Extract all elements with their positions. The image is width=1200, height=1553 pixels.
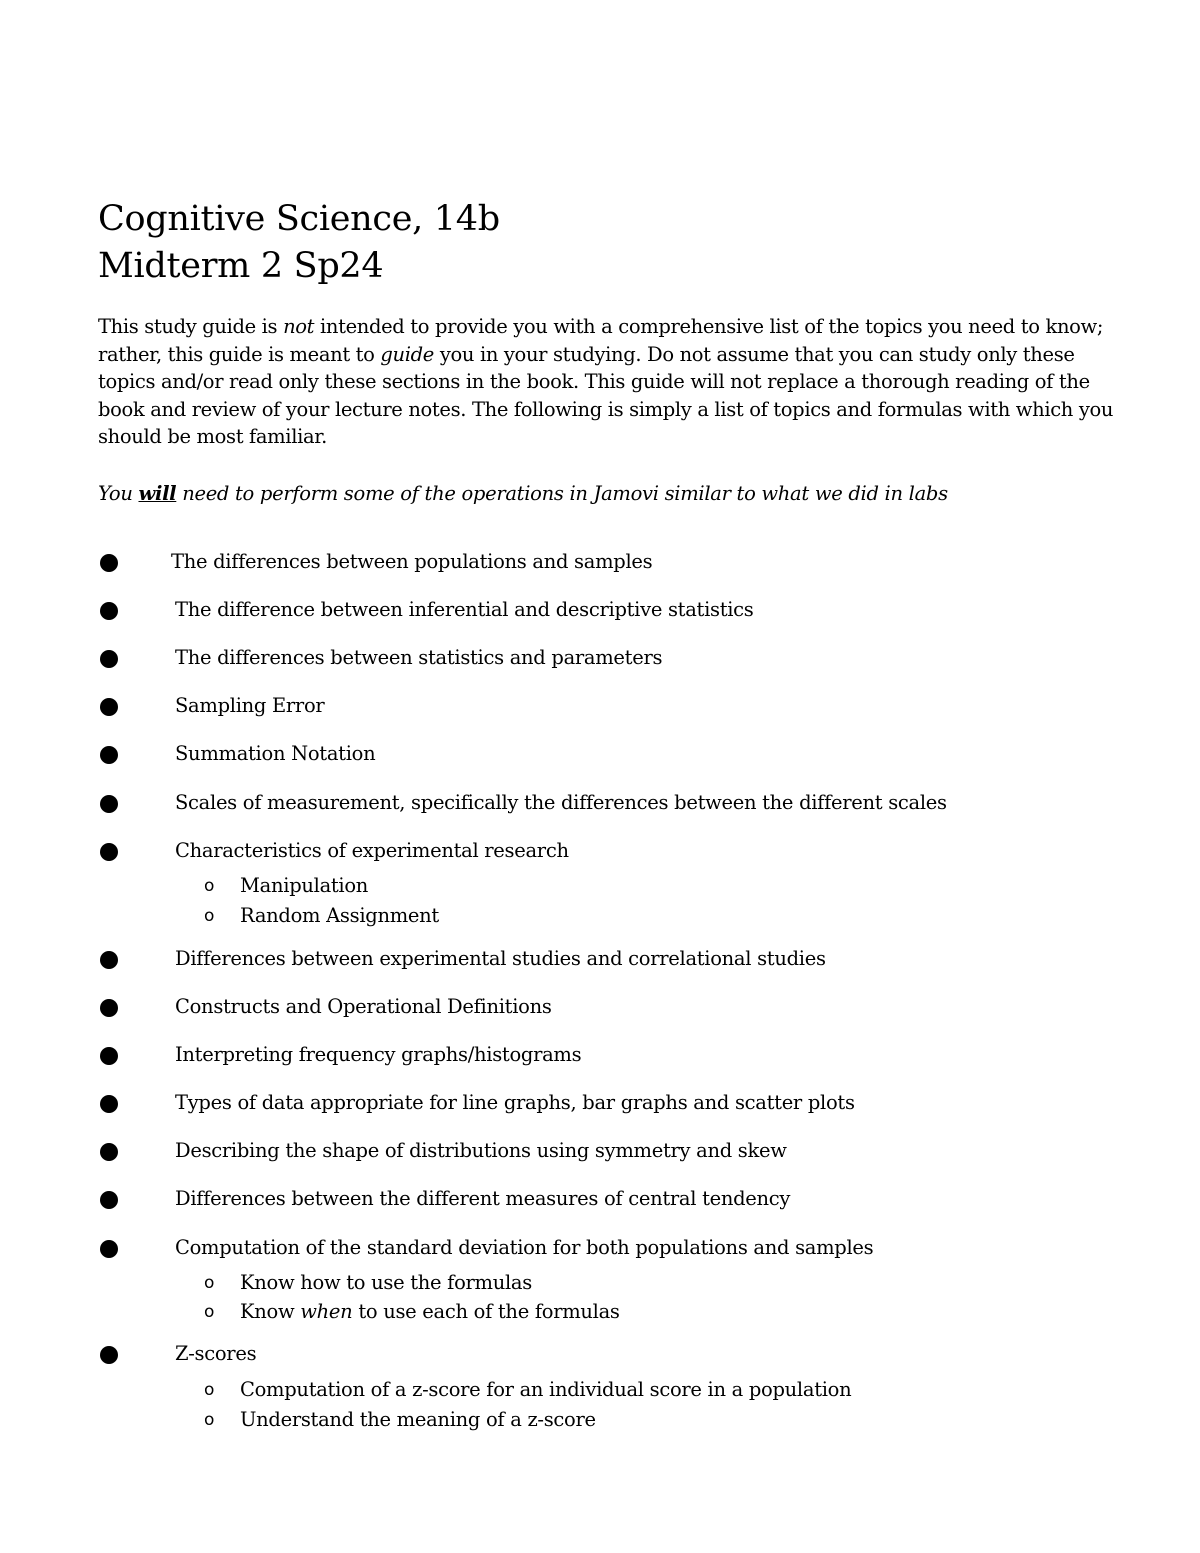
- hollow-bullet-icon: o: [204, 906, 215, 926]
- bullet-icon: [100, 1191, 118, 1209]
- bullet-icon: [100, 554, 118, 572]
- hollow-bullet-icon: o: [204, 876, 215, 896]
- hollow-bullet-icon: o: [204, 1302, 215, 1322]
- bullet-icon: [100, 795, 118, 813]
- hollow-bullet-icon: o: [204, 1380, 215, 1400]
- bullet-icon: [100, 1095, 118, 1113]
- bullet-icon: [100, 843, 118, 861]
- hollow-bullet-icon: o: [204, 1273, 215, 1293]
- course-title: Cognitive Science, 14b: [98, 199, 500, 239]
- bullet-icon: [100, 1047, 118, 1065]
- bullet-icon: [100, 1143, 118, 1161]
- bullet-icon: [100, 602, 118, 620]
- bullet-icon: [100, 951, 118, 969]
- intro-paragraph: This study guide is not intended to provide you with a comprehensive list of the topics you need to know; rather, this guide is meant to guide you in your studying. Do not assume that you can study only these topics and/or read only these sections in the book. This guide will not replace a thorough reading of the book and review of your lecture notes. The following is simply a list of topics and formulas with which you should be most familiar.: [98, 315, 1114, 448]
- bullet-icon: [100, 698, 118, 716]
- bullet-icon: [100, 746, 118, 764]
- bullet-icon: [100, 650, 118, 668]
- exam-title: Midterm 2 Sp24: [98, 246, 384, 286]
- bullet-icon: [100, 999, 118, 1017]
- document-page: Cognitive Science, 14b Midterm 2 Sp24 This study guide is not intended to provide you with a comprehensive list of the topics you need to know; rather, this guide is meant to guide you in your studying. Do not assume that you can study only these topics and/or read only these sections in the book. This guide will not replace a thorough reading of the book and review of your lecture notes. The following is simply a list of topics and formulas with which you should be most familiar. You will need to perform some of the operations in Jamovi similar to what we did in labs The differences between populations and samples The difference between inferential and descriptive statistics The differences between statistics and parameters Sampling Error Summation Notation Scales of measurement, specifically the differences between the different scales Characteristics of experimental research o Manipulation o Random Assignment Differences between experimental studies and correlational studies Constructs and Operational Definitions Interpreting frequency graphs/histograms Types of data appropriate for line graphs, bar graphs and scatter plots Describing the shape of distributions using symmetry and skew Differences between the different measures of central tendency Computation of the standard deviation for both populations and samples o Know how to use the formulas o Know when to use each of the formulas Z-scores o Computation of a z-score for an individual score in a population o Understand the meaning of a z-score: [0, 0, 1200, 1553]
- hollow-bullet-icon: o: [204, 1410, 215, 1430]
- jamovi-note: You will need to perform some of the operations in Jamovi similar to what we did in labs: [98, 482, 948, 505]
- bullet-icon: [100, 1240, 118, 1258]
- bullet-icon: [100, 1346, 118, 1364]
